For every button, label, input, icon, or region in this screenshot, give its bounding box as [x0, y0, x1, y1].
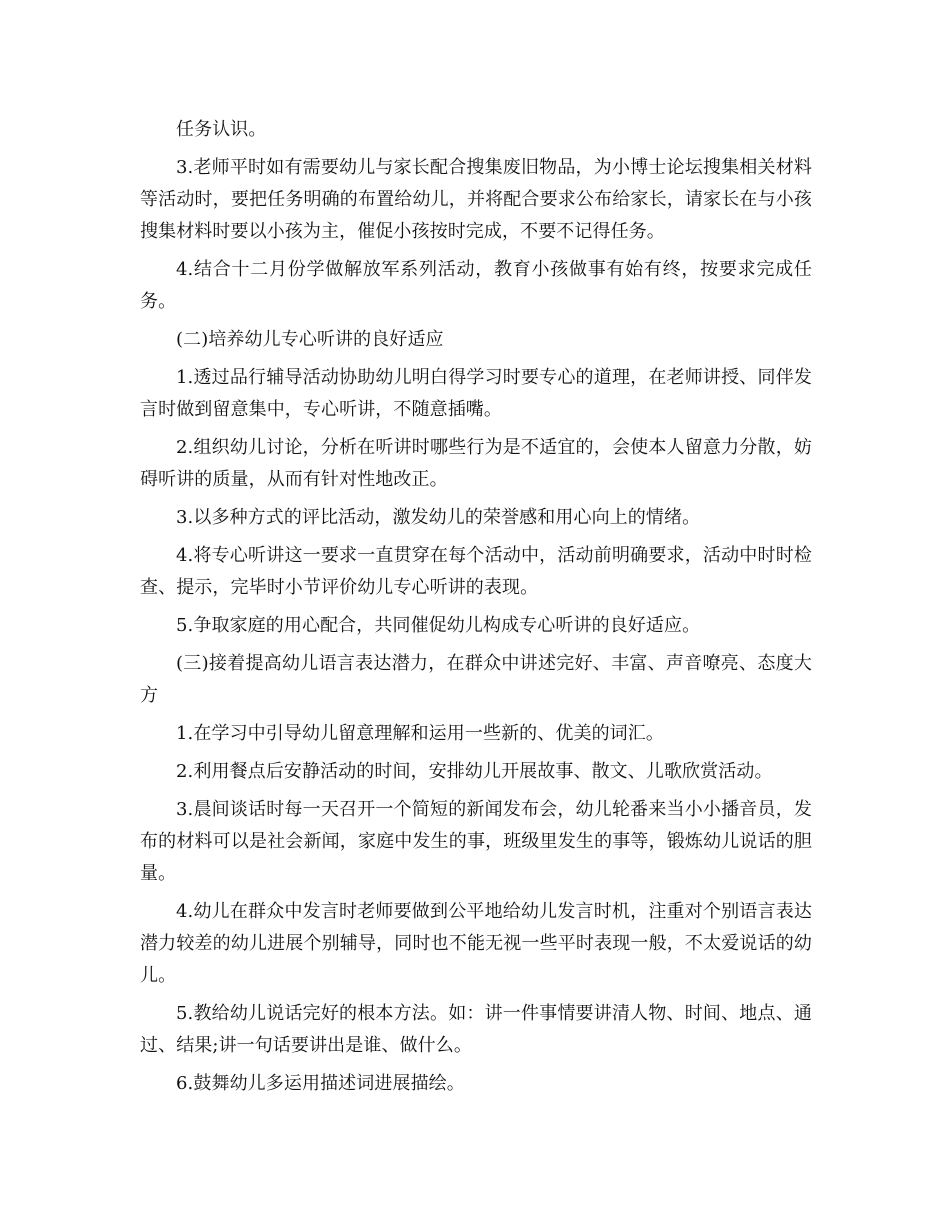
section-heading-2: (二)培养幼儿专心听讲的良好适应 — [176, 329, 444, 350]
paragraph-12: 2.利用餐点后安静活动的时间，安排幼儿开展故事、散文、儿歌欣赏活动。 — [176, 761, 773, 782]
paragraph-5: 1.透过品行辅导活动协助幼儿明白得学习时要专心的道理，在老师讲授、同伴发言时做到留意集中，专心听讲，不随意插嘴。 — [140, 367, 812, 420]
paragraph-14: 4.幼儿在群众中发言时老师要做到公平地给幼儿发言时机，注重对个别语言表达潜力较差的幼儿进展个别辅导，同时也不能无视一些平时表现一般，不太爱说话的幼儿。 — [140, 901, 812, 986]
paragraph-7: 3.以多种方式的评比活动，激发幼儿的荣誉感和用心向上的情绪。 — [176, 507, 701, 528]
paragraph-1: 任务认识。 — [176, 119, 267, 140]
document-body — [140, 114, 812, 1106]
paragraph-13: 3.晨间谈话时每一天召开一个简短的新闻发布会，幼儿轮番来当小小播音员，发布的材料可以是社会新闻，家庭中发生的事，班级里发生的事等，锻炼幼儿说话的胆量。 — [140, 799, 812, 884]
paragraph-6: 2.组织幼儿讨论，分析在听讲时哪些行为是不适宜的，会使本人留意力分散，妨碍听讲的质量，从而有针对性地改正。 — [140, 437, 812, 490]
paragraph-16: 6.鼓舞幼儿多运用描述词进展描绘。 — [176, 1073, 465, 1094]
paragraph-11: 1.在学习中引导幼儿留意理解和运用一些新的、优美的词汇。 — [176, 723, 664, 744]
paragraph-15: 5.教给幼儿说话完好的根本方法。如：讲一件事情要讲清人物、时间、地点、通过、结果;讲一句话要讲出是谁、做什么。 — [140, 1003, 812, 1056]
paragraph-2: 3.老师平时如有需要幼儿与家长配合搜集废旧物品，为小博士论坛搜集相关材料等活动时，要把任务明确的布置给幼儿，并将配合要求公布给家长，请家长在与小孩搜集材料时要以小孩为主，催促小孩按时完成，不要不记得任务。 — [140, 157, 812, 242]
paragraph-8: 4.将专心听讲这一要求一直贯穿在每个活动中，活动前明确要求，活动中时时检查、提示，完毕时小节评价幼儿专心听讲的表现。 — [140, 545, 812, 598]
paragraph-9: 5.争取家庭的用心配合，共同催促幼儿构成专心听讲的良好适应。 — [176, 615, 701, 636]
section-heading-3: (三)接着提高幼儿语言表达潜力，在群众中讲述完好、丰富、声音嘹亮、态度大方 — [140, 653, 812, 706]
paragraph-3: 4.结合十二月份学做解放军系列活动，教育小孩做事有始有终，按要求完成任务。 — [140, 259, 812, 312]
